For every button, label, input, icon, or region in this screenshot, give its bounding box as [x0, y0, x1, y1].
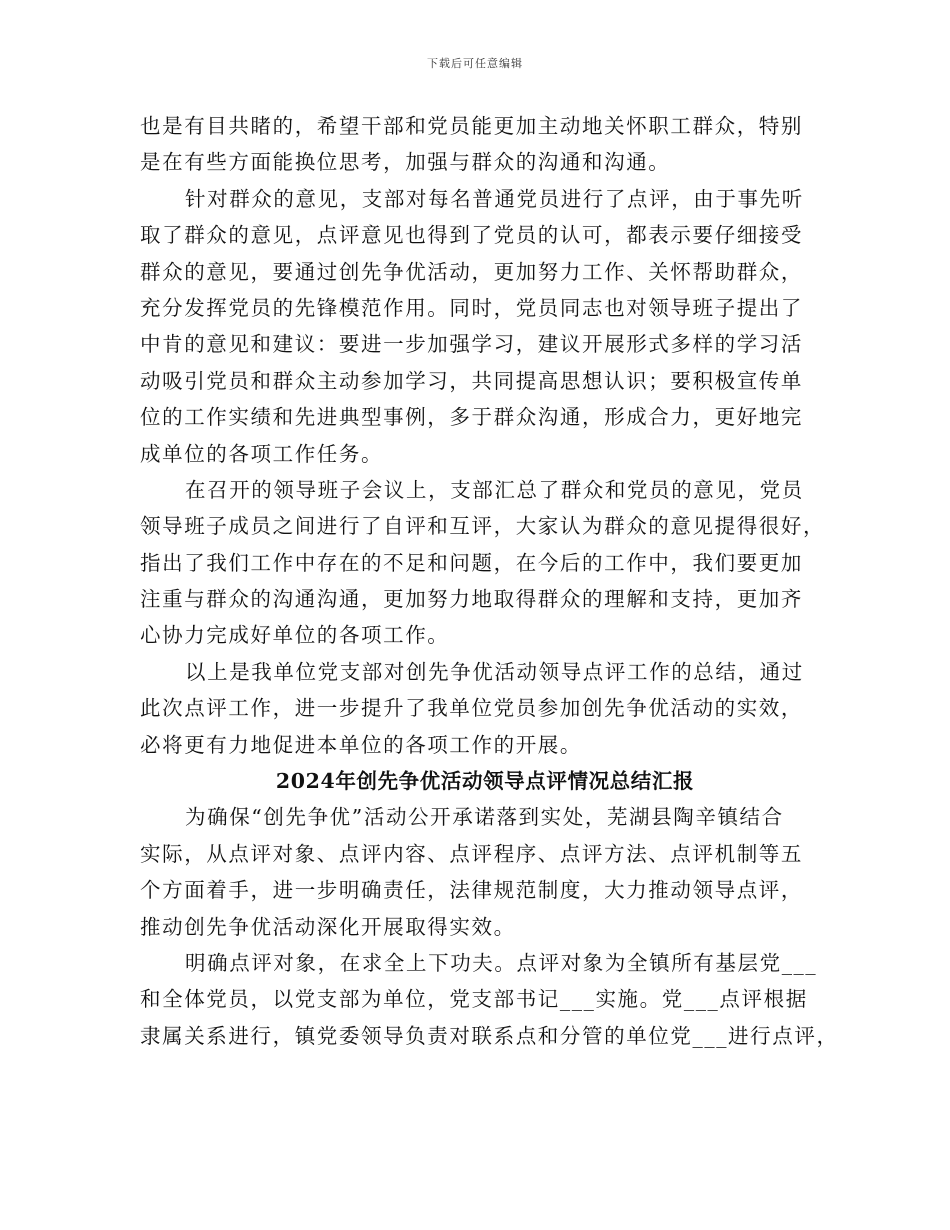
- text-line: 隶属关系进行，镇党委领导负责对联系点和分管的单位党___进行点评，: [140, 1023, 839, 1048]
- document-body: [140, 108, 839, 1054]
- paragraph-start-line: 以上是我单位党支部对创先争优活动领导点评工作的总结，通过: [185, 659, 804, 684]
- text-line: 此次点评工作，进一步提升了我单位党员参加创先争优活动的实效，: [140, 696, 803, 721]
- text-line: 成单位的各项工作任务。: [140, 441, 384, 466]
- text-line: 实际，从点评对象、点评内容、点评程序、点评方法、点评机制等五: [140, 841, 803, 866]
- text-line: 充分发挥党员的先锋模范作用。同时，党员同志也对领导班子提出了: [140, 295, 803, 320]
- paragraph-start-line: 为确保“创先争优”活动公开承诺落到实处，芜湖县陶辛镇结合: [185, 805, 784, 830]
- text-line: 注重与群众的沟通沟通，更加努力地取得群众的理解和支持，更加齐: [140, 587, 803, 612]
- text-line: 动吸引党员和群众主动参加学习，共同提高思想认识；要积极宣传单: [140, 368, 803, 393]
- text-line: 必将更有力地促进本单位的各项工作的开展。: [140, 732, 582, 757]
- text-line: 指出了我们工作中存在的不足和问题，在今后的工作中，我们要更加: [140, 550, 803, 575]
- text-line: 取了群众的意见，点评意见也得到了党员的认可，都表示要仔细接受: [140, 223, 803, 248]
- page-header-note: 下载后可任意编辑: [427, 57, 523, 70]
- text-line: 和全体党员，以党支部为单位，党支部书记___实施。党___点评根据: [140, 987, 808, 1012]
- text-line: 中肯的意见和建议：要进一步加强学习，建议开展形式多样的学习活: [140, 332, 803, 357]
- text-line: 也是有目共睹的，希望干部和党员能更加主动地关怀职工群众，特别: [140, 114, 803, 138]
- text-line: 群众的意见，要通过创先争优活动，更加努力工作、关怀帮助群众，: [140, 259, 803, 284]
- text-line: 心协力完成好单位的各项工作。: [140, 623, 450, 648]
- text-line: 是在有些方面能换位思考，加强与群众的沟通和沟通。: [140, 150, 671, 175]
- text-line: 位的工作实绩和先进典型事例，多于群众沟通，形成合力，更好地完: [140, 405, 803, 430]
- text-line: 个方面着手，进一步明确责任，法律规范制度，大力推动领导点评，: [140, 878, 803, 903]
- paragraph-start-line: 明确点评对象，在求全上下功夫。点评对象为全镇所有基层党___: [185, 950, 818, 975]
- section-title: 2024年创先争优活动领导点评情况总结汇报: [275, 769, 695, 794]
- paragraph-start-line: 在召开的领导班子会议上，支部汇总了群众和党员的意见，党员: [185, 477, 804, 502]
- text-line: 推动创先争优活动深化开展取得实效。: [140, 914, 516, 939]
- text-line: 领导班子成员之间进行了自评和互评，大家认为群众的意见提得很好，: [140, 514, 826, 539]
- paragraph-start-line: 针对群众的意见，支部对每名普通党员进行了点评，由于事先听: [185, 186, 804, 211]
